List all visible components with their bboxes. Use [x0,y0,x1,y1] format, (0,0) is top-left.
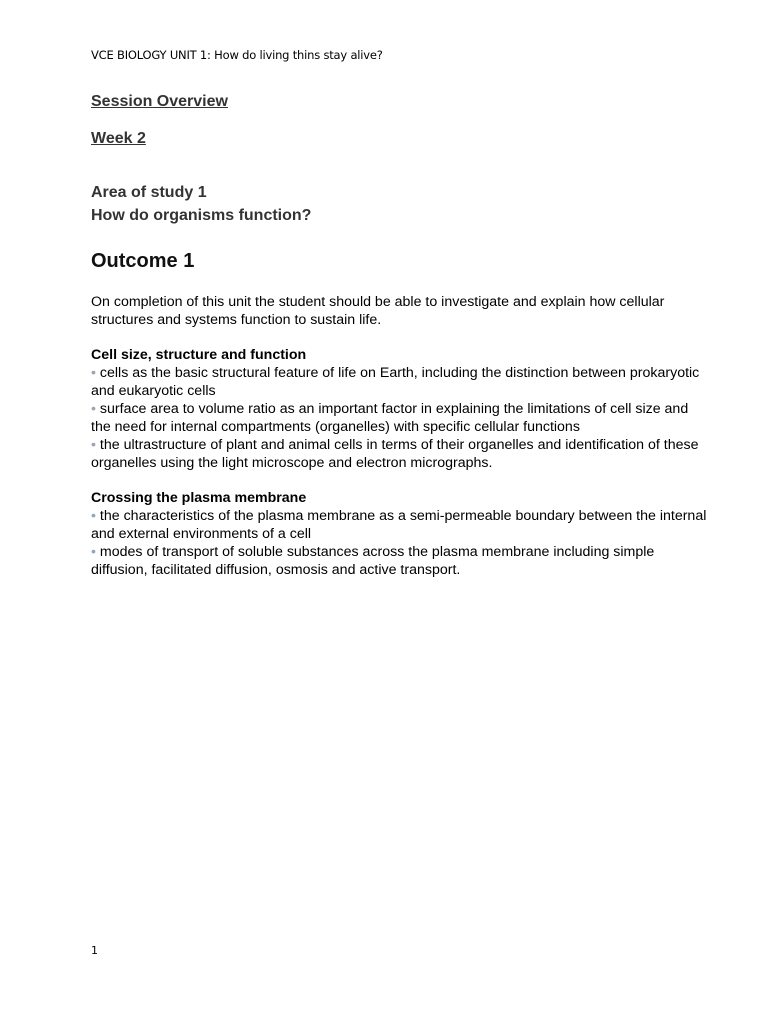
main-content [91,92,711,579]
session-overview-heading: Session Overview [91,93,228,110]
bullet-icon: • [91,401,96,417]
list-item [91,436,711,472]
outcome-intro: On completion of this unit the student should be able to investigate and explain how cellular structures and systems function to sustain life. [91,294,665,328]
list-item-text: cells as the basic structural feature of life on Earth, including the distinction between prokaryotic and eukaryotic cells [91,365,700,399]
area-of-study [91,181,711,227]
bullet-icon: • [91,437,96,453]
section-cell-size [91,346,711,472]
list-item [91,364,711,400]
bullet-icon: • [91,508,96,524]
section-plasma-membrane [91,489,711,579]
week-heading: Week 2 [91,130,146,147]
running-header: VCE BIOLOGY UNIT 1: How do living thins stay alive? [91,48,383,62]
section-heading: Cell size, structure and function [91,347,307,363]
page-number: 1 [91,944,98,957]
bullet-icon: • [91,365,96,381]
section-heading: Crossing the plasma membrane [91,490,307,506]
area-of-study-question: How do organisms function? [91,207,312,224]
list-item-text: surface area to volume ratio as an important factor in explaining the limitations of cell size and the need for internal compartments (organelles) with specific cellular functions [91,401,689,435]
list-item [91,507,711,543]
area-of-study-number: Area of study 1 [91,184,207,201]
list-item-text: the ultrastructure of plant and animal cells in terms of their organelles and identification of these organelles using the light microscope and electron micrographs. [91,437,699,471]
list-item [91,543,711,579]
bullet-icon: • [91,544,96,560]
outcome-title: Outcome 1 [91,250,195,272]
list-item [91,400,711,436]
list-item-text: the characteristics of the plasma membrane as a semi-permeable boundary between the internal and external environments of a cell [91,508,707,542]
list-item-text: modes of transport of soluble substances across the plasma membrane including simple diffusion, facilitated diffusion, osmosis and active transport. [91,544,655,578]
